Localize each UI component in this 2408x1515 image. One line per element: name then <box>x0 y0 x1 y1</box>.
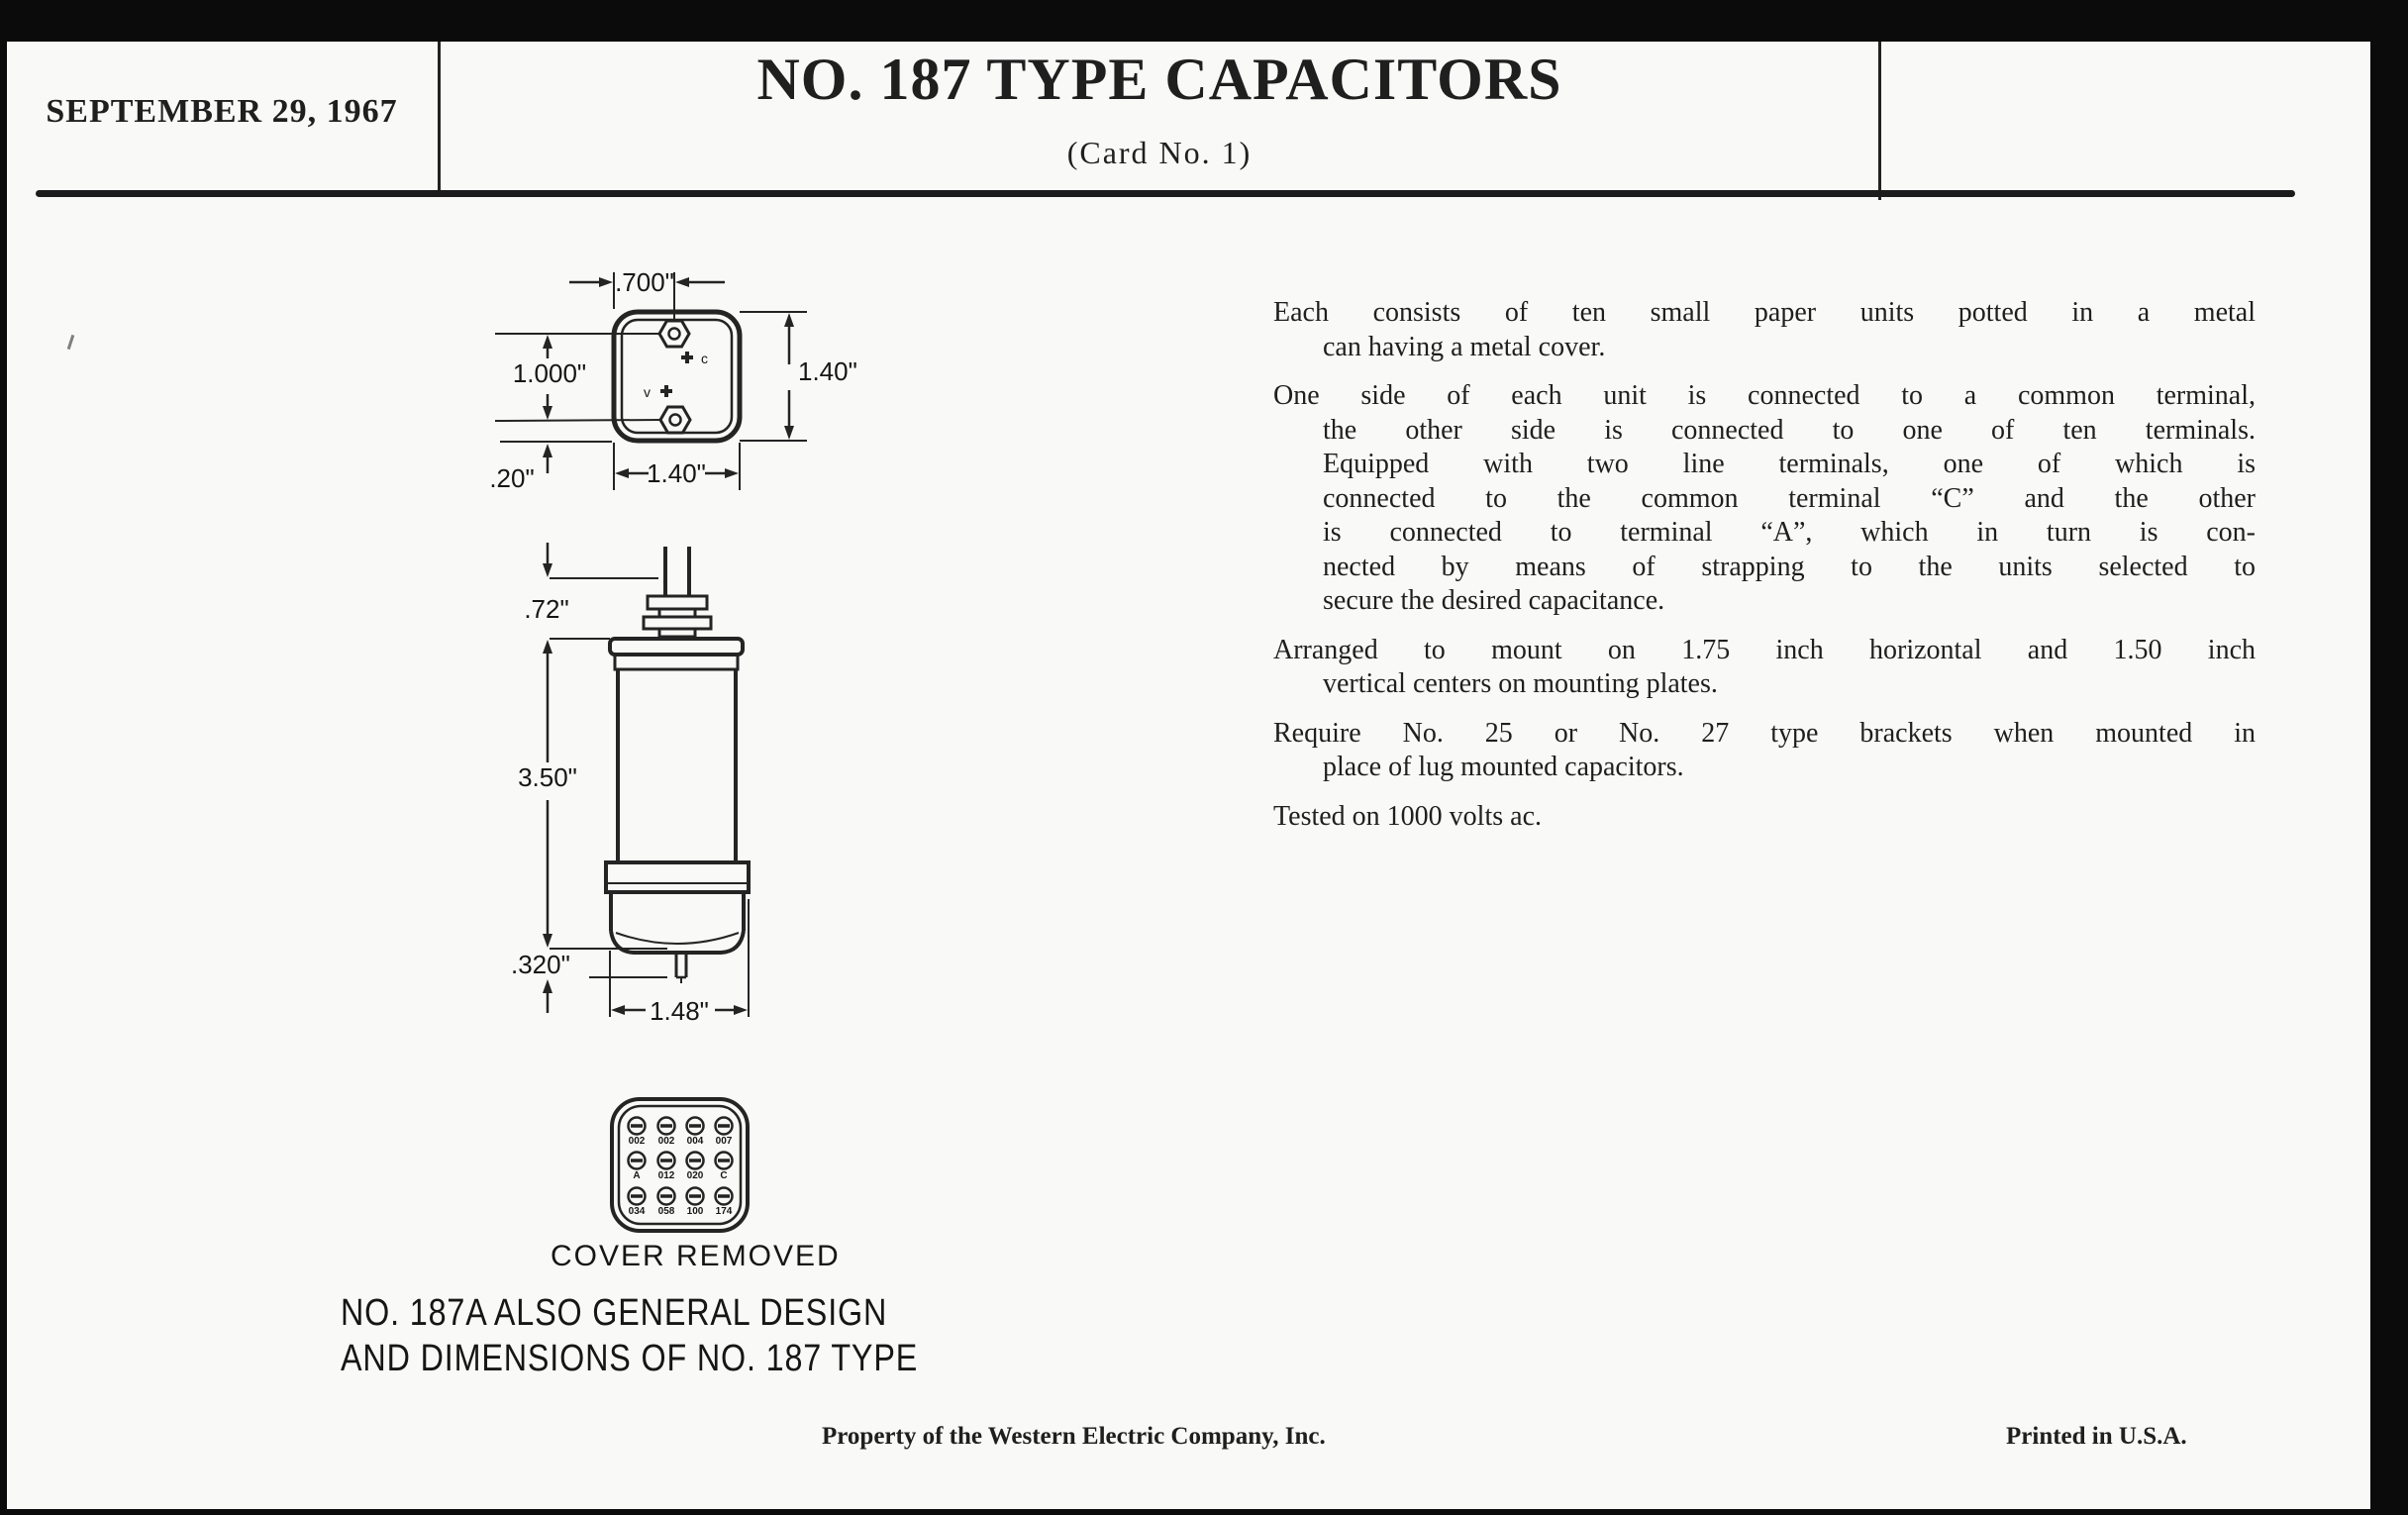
paragraph-1 <box>1273 296 2256 364</box>
text-line: One side of each unit is connected to a common terminal, <box>1273 380 2256 411</box>
terminal-labels <box>629 1136 733 1217</box>
svg-text:058: 058 <box>657 1206 675 1217</box>
scan-border-bottom <box>0 1509 2408 1515</box>
footer-property-notice: Property of the Western Electric Company, Inc. <box>822 1423 1326 1450</box>
terminal-hex-bottom <box>660 407 690 433</box>
dim-72 <box>524 543 658 624</box>
svg-text:034: 034 <box>628 1206 646 1217</box>
design-note-line-1: NO. 187A ALSO GENERAL DESIGN <box>341 1292 888 1334</box>
capacitor-top-outline <box>614 312 740 441</box>
text-line: place of lug mounted capacitors. <box>1323 752 1684 782</box>
cover-removed-drawing <box>554 1089 822 1248</box>
text-line: Require No. 25 or No. 27 type brackets when mounted in <box>1273 717 2256 749</box>
header-divider-right <box>1878 42 1881 200</box>
description-column <box>1273 296 2256 849</box>
svg-text:002: 002 <box>657 1136 675 1147</box>
terminal-mark-a <box>644 384 672 400</box>
text-line: is connected to terminal “A”, which in turn is con- <box>1323 517 2256 548</box>
page-subtitle: (Card No. 1) <box>1066 135 1253 170</box>
svg-text:c: c <box>701 351 708 366</box>
text-line: can having a metal cover. <box>1323 331 1606 362</box>
svg-text:100: 100 <box>686 1206 704 1217</box>
terminal-studs <box>644 547 711 637</box>
svg-text:C: C <box>720 1170 728 1181</box>
side-view-drawing <box>455 535 871 1050</box>
terminal-mark-c <box>681 351 708 366</box>
stray-pen-mark <box>67 335 74 350</box>
dim-1000 <box>495 334 660 421</box>
svg-text:002: 002 <box>628 1136 646 1147</box>
text-line: nected by means of strapping to the units selected to <box>1323 551 2256 582</box>
scan-border-top <box>0 0 2408 42</box>
paragraph-2 <box>1273 379 2256 619</box>
svg-text:.20": .20" <box>489 463 535 493</box>
svg-text:004: 004 <box>686 1136 704 1147</box>
svg-text:v: v <box>644 384 651 400</box>
scan-border-left <box>0 0 7 1515</box>
text-line: the other side is connected to one of ten terminals. <box>1323 414 2256 446</box>
cover-removed-caption: COVER REMOVED <box>551 1240 841 1272</box>
dim-140-right <box>740 312 857 441</box>
text-line: vertical centers on mounting plates. <box>1323 668 1718 699</box>
svg-text:007: 007 <box>715 1136 733 1147</box>
terminal-hex-top <box>659 321 689 347</box>
text-line: Tested on 1000 volts ac. <box>1273 800 1542 832</box>
svg-text:1.000": 1.000" <box>512 358 587 388</box>
text-line: secure the desired capacitance. <box>1323 585 1665 616</box>
text-line: Arranged to mount on 1.75 inch horizontal and 1.50 inch <box>1273 634 2256 665</box>
paragraph-4 <box>1273 717 2256 785</box>
dim-148 <box>610 899 749 1026</box>
svg-text:.320": .320" <box>511 950 570 979</box>
page-title: NO. 187 TYPE CAPACITORS <box>756 47 1562 112</box>
screw-row-1 <box>629 1118 733 1135</box>
top-view-drawing <box>455 248 871 505</box>
capacitor-can-outline <box>606 639 749 983</box>
svg-text:3.50": 3.50" <box>518 762 577 792</box>
screw-row-2 <box>629 1153 733 1169</box>
svg-text:1.48": 1.48" <box>650 996 709 1026</box>
footer-printed-notice: Printed in U.S.A. <box>2006 1423 2187 1450</box>
svg-text:020: 020 <box>686 1170 704 1181</box>
dim-140-bottom <box>614 443 740 490</box>
text-line: Equipped with two line terminals, one of which is <box>1323 449 2256 479</box>
scan-border-right <box>2370 0 2408 1515</box>
svg-text:1.40": 1.40" <box>647 458 706 488</box>
dim-20 <box>489 442 612 493</box>
terminal-screws <box>629 1118 733 1205</box>
design-note <box>341 1290 918 1381</box>
svg-text:012: 012 <box>657 1170 675 1181</box>
paragraph-3 <box>1273 634 2256 702</box>
svg-text:1.40": 1.40" <box>798 356 857 386</box>
dim-320 <box>511 950 667 1013</box>
text-line: connected to the common terminal “C” and the other <box>1323 482 2256 514</box>
svg-text:174: 174 <box>715 1206 733 1217</box>
svg-text:.72": .72" <box>524 594 569 624</box>
design-note-line-2: AND DIMENSIONS OF NO. 187 TYPE <box>341 1338 919 1379</box>
header-divider-left <box>438 42 441 191</box>
dim-350 <box>518 639 667 949</box>
header-rule <box>36 190 2295 197</box>
paragraph-5 <box>1273 800 2256 835</box>
text-line: Each consists of ten small paper units potted in a metal <box>1273 297 2256 328</box>
svg-text:.700": .700" <box>615 267 674 297</box>
svg-text:A: A <box>633 1170 641 1181</box>
screw-row-3 <box>629 1188 733 1205</box>
document-date: SEPTEMBER 29, 1967 <box>46 93 398 130</box>
